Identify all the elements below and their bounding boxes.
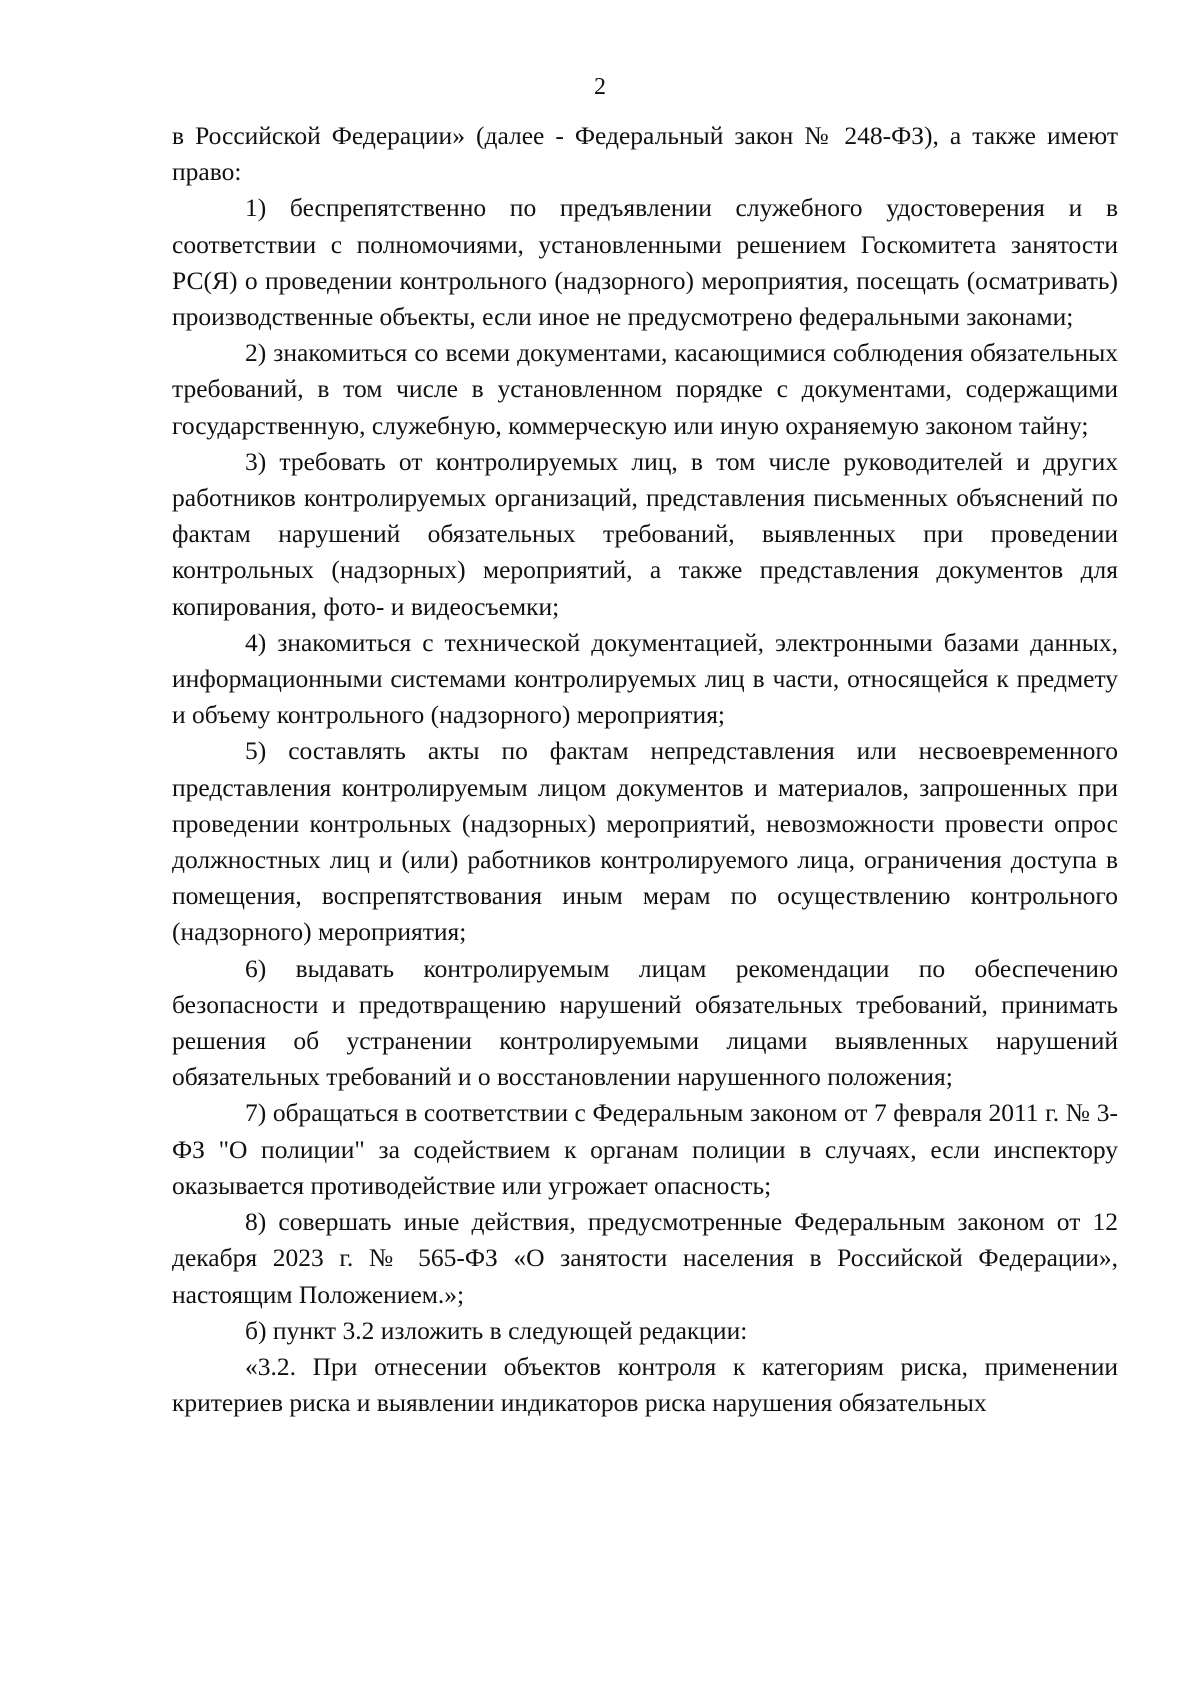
paragraph-item-7: 7) обращаться в соответствии с Федеральным законом от 7 февраля 2011 г. № 3-ФЗ "О полиции" за содействием к органам полиции в случаях, если инспектору оказывается противодействие или угрожает опасность;: [172, 1098, 1118, 1200]
paragraph-item-4: 4) знакомиться с технической документацией, электронными базами данных, информационными системами контролируемых лиц в части, относящейся к предмету и объему контрольного (надзорного) мероприятия;: [172, 627, 1118, 730]
paragraph-item-8: 8) совершать иные действия, предусмотренные Федеральным законом от 12 декабря 2023 г. № 565-ФЗ «О занятости населения в Российской Федерации», настоящим Положением.»;: [172, 1207, 1118, 1309]
document-body: [172, 118, 1118, 1421]
paragraph-continuation: в Российской Федерации» (далее - Федеральный закон № 248-ФЗ), а также имеют право:: [172, 121, 1118, 187]
paragraph-subitem-b: б) пункт 3.2 изложить в следующей редакции:: [245, 1315, 748, 1345]
paragraph-clause-3-2: «3.2. При отнесении объектов контроля к категориям риска, применении критериев риска и выявлении индикаторов риска нарушения обязательных: [172, 1351, 1118, 1418]
paragraph-item-6: 6) выдавать контролируемым лицам рекомендации по обеспечению безопасности и предотвращению нарушений обязательных требований, принимать решения об устранении контролируемыми лицами выявленных нарушений обязательных требований и о восстановлении нарушенного положения;: [172, 953, 1118, 1092]
paragraph-item-1: 1) беспрепятственно по предъявлении служебного удостоверения и в соответствии с полномочиями, установленными решением Госкомитета занятости РС(Я) о проведении контрольного (надзорного) мероприятия, посещать (осматривать) производственные объекты, если иное не предусмотрено федеральными законами;: [172, 193, 1118, 332]
paragraph-item-3: 3) требовать от контролируемых лиц, в том числе руководителей и других работников контролируемых организаций, представления письменных объяснений по фактам нарушений обязательных требований, выявленных при проведении контрольных (надзорных) мероприятий, а также представления документов для копирования, фото- и видеосъемки;: [172, 446, 1118, 621]
paragraph-item-2: 2) знакомиться со всеми документами, касающимися соблюдения обязательных требований, в том числе в установленном порядке с документами, содержащими государственную, служебную, коммерческую или иную охраняемую законом тайну;: [172, 338, 1118, 440]
page-number: 2: [594, 74, 606, 100]
paragraph-item-5: 5) составлять акты по фактам непредставления или несвоевременного представления контролируемым лицом документов и материалов, запрошенных при проведении контрольных (надзорных) мероприятий, невозможности провести опрос должностных лиц и (или) работников контролируемого лица, ограничения доступа в помещения, воспрепятствования иным мерам по осуществлению контрольного (надзорного) мероприятия;: [172, 736, 1118, 947]
